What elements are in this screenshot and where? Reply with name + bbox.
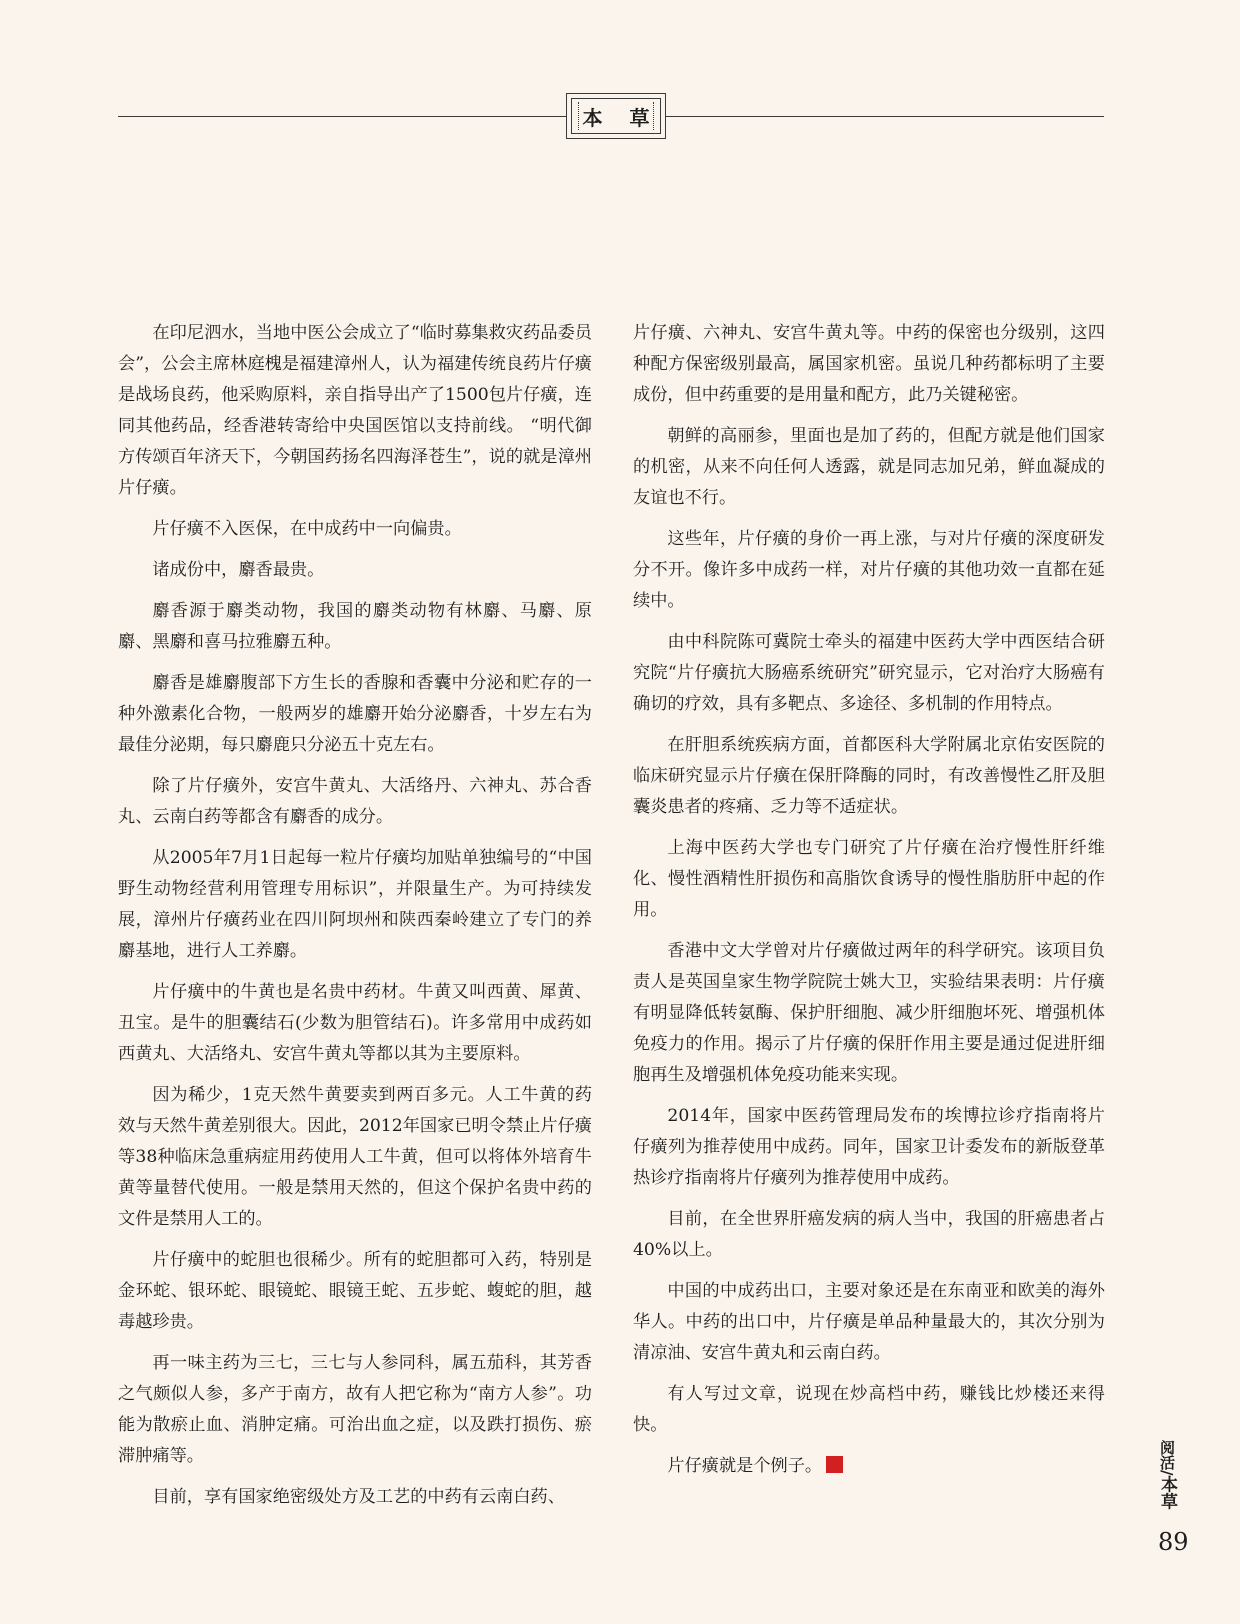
paragraph: 朝鲜的高丽参，里面也是加了药的，但配方就是他们国家的机密，从来不向任何人透露，就是同志加兄弟，鲜血凝成的友谊也不行。 <box>633 426 1105 508</box>
paragraph: 目前，享有国家绝密级处方及工艺的中药有云南白药、 <box>152 1487 565 1507</box>
paragraph: 在印尼泗水，当地中医公会成立了“临时募集救灾药品委员会”，公会主席林庭槐是福建漳州人，认为福建传统良药片仔癀是战场良药，他采购原料，亲自指导出产了1500包片仔癀，连同其他药品，经香港转寄给中央国医馆以支持前线。 “明代御方传颂百年济天下，今朝国药扬名四海泽苍生”，说的就是漳州片仔癀。 <box>118 323 592 498</box>
paragraph: 目前，在全世界肝癌发病的病人当中，我国的肝癌患者占40%以上。 <box>633 1209 1105 1260</box>
paragraph: 麝香源于麝类动物，我国的麝类动物有林麝、马麝、原麝、黑麝和喜马拉雅麝五种。 <box>118 601 592 652</box>
section-tag <box>566 93 666 139</box>
paragraph: 片仔癀中的蛇胆也很稀少。所有的蛇胆都可入药，特别是金环蛇、银环蛇、眼镜蛇、眼镜王蛇、五步蛇、蝮蛇的胆，越毒越珍贵。 <box>118 1250 592 1332</box>
paragraph: 片仔癀不入医保，在中成药中一向偏贵。 <box>152 519 462 539</box>
header-rule-left <box>118 116 566 117</box>
paragraph: 香港中文大学曾对片仔癀做过两年的科学研究。该项目负责人是英国皇家生物学院院士姚大卫，实验结果表明：片仔癀有明显降低转氨酶、保护肝细胞、减少肝细胞坏死、增强机体免疫力的作用。揭示了片仔癀的保肝作用主要是通过促进肝细胞再生及增强机体免疫功能来实现。 <box>633 941 1105 1085</box>
left-column <box>118 318 592 1523</box>
paragraph: 因为稀少，1克天然牛黄要卖到两百多元。人工牛黄的药效与天然牛黄差别很大。因此，2012年国家已明令禁止片仔癀等38种临床急重病症用药使用人工牛黄，但可以将体外培育牛黄等量替代使用。一般是禁用天然的，但这个保护名贵中药的文件是禁用人工的。 <box>118 1085 592 1229</box>
paragraph: 除了片仔癀外，安宫牛黄丸、大活络丹、六神丸、苏合香丸、云南白药等都含有麝香的成分。 <box>118 776 592 827</box>
paragraph: 上海中医药大学也专门研究了片仔癀在治疗慢性肝纤维化、慢性酒精性肝损伤和高脂饮食诱导的慢性脂肪肝中起的作用。 <box>633 838 1105 920</box>
footer-separator: / <box>1158 1470 1176 1476</box>
magazine-name: 阅活 <box>1158 1440 1176 1470</box>
paragraph: 麝香是雄麝腹部下方生长的香腺和香囊中分泌和贮存的一种外激素化合物，一般两岁的雄麝开始分泌麝香，十岁左右为最佳分泌期，每只麝鹿只分泌五十克左右。 <box>118 673 592 755</box>
paragraph: 诸成份中，麝香最贵。 <box>152 560 325 580</box>
paragraph: 有人写过文章，说现在炒高档中药，赚钱比炒楼还来得快。 <box>633 1384 1105 1435</box>
paragraph: 由中科院陈可冀院士牵头的福建中医药大学中西医结合研究院“片仔癀抗大肠癌系统研究”研究显示，它对治疗大肠癌有确切的疗效，具有多靶点、多途径、多机制的作用特点。 <box>633 632 1105 714</box>
paragraph: 从2005年7月1日起每一粒片仔癀均加贴单独编号的“中国野生动物经营利用管理专用标识”，并限量生产。为可持续发展，漳州片仔癀药业在四川阿坝州和陕西秦岭建立了专门的养麝基地，进行人工养麝。 <box>118 848 592 961</box>
paragraph: 这些年，片仔癀的身价一再上涨，与对片仔癀的深度研发分不开。像许多中成药一样，对片仔癀的其他功效一直都在延续中。 <box>633 529 1105 611</box>
right-column <box>633 318 1105 1492</box>
paragraph: 在肝胆系统疾病方面，首都医科大学附属北京佑安医院的临床研究显示片仔癀在保肝降酶的同时，有改善慢性乙肝及胆囊炎患者的疼痛、乏力等不适症状。 <box>633 735 1105 817</box>
closing-text: 片仔癀就是个例子。 <box>667 1456 823 1476</box>
paragraph: 2014年，国家中医药管理局发布的埃博拉诊疗指南将片仔癀列为推荐使用中成药。同年，国家卫计委发布的新版登革热诊疗指南将片仔癀列为推荐使用中成药。 <box>633 1106 1105 1188</box>
paragraph: 再一味主药为三七，三七与人参同科，属五茄科，其芳香之气颇似人参，多产于南方，故有人把它称为“南方人参”。功能为散瘀止血、消肿定痛。可治出血之症，以及跌打损伤、瘀滞肿痛等。 <box>118 1353 592 1466</box>
header-rule-right <box>666 116 1104 117</box>
paragraph-continuation: 片仔癀、六神丸、安宫牛黄丸等。中药的保密也分级别，这四种配方保密级别最高，属国家机密。虽说几种药都标明了主要成份，但中药重要的是用量和配方，此乃关键秘密。 <box>633 323 1105 405</box>
page-number: 89 <box>1158 1528 1189 1556</box>
section-title: 本 草 <box>571 98 661 134</box>
paragraph: 中国的中成药出口，主要对象还是在东南亚和欧美的海外华人。中药的出口中，片仔癀是单品种量最大的，其次分别为清凉油、安宫牛黄丸和云南白药。 <box>633 1281 1105 1363</box>
end-of-article-mark <box>826 1456 843 1473</box>
footer-section: 本草 <box>1157 1475 1177 1510</box>
paragraph: 片仔癀中的牛黄也是名贵中药材。牛黄又叫西黄、犀黄、丑宝。是牛的胆囊结石(少数为胆管结石)。许多常用中成药如西黄丸、大活络丸、安宫牛黄丸等都以其为主要原料。 <box>118 982 592 1064</box>
running-footer <box>1158 1440 1176 1509</box>
closing-paragraph <box>633 1451 1105 1482</box>
